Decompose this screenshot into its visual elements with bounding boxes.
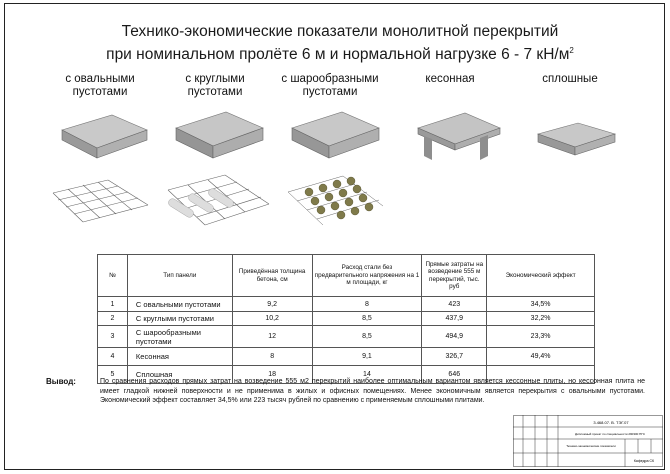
table-row: 3 С шарообразными пустотами 12 8,5 494,9 23,3% (98, 326, 595, 348)
slab-spherical-icon (284, 108, 384, 165)
comparison-table (97, 254, 595, 384)
col-head-coffered: кесонная (425, 73, 475, 85)
header-cost: Прямые затраты на возведение 555 м перекрытий, тыс. руб (422, 255, 487, 297)
stamp-code: 3.468.07. В. ТЭГ.07 (593, 420, 629, 425)
table-row: 5 Сплошная 18 14 646 (98, 366, 595, 384)
col-head-round: с круглыми пустотами (185, 73, 245, 98)
title-superscript: 2 (569, 46, 574, 55)
col-head-spherical: с шарообразными пустотами (281, 73, 379, 98)
slab-coffered-icon (410, 108, 505, 168)
slab-round-icon (168, 108, 268, 165)
col-head-solid: сплошные (542, 73, 598, 85)
table-header-row (98, 255, 595, 297)
header-number: № (98, 255, 128, 297)
title-line-1: Технико-экономические показатели монолитной перекрытий (121, 23, 559, 40)
stamp-sheet-title: Технико-экономические показатели (566, 444, 616, 448)
table-row: 2 С круглыми пустотами 10,2 8,5 437,9 32,2% (98, 312, 595, 326)
stamp-org: Кафедра СК (633, 459, 655, 463)
header-panel-type: Тип панели (127, 255, 232, 297)
grid-round-voids-icon (163, 172, 273, 230)
grid-oval-voids-icon (48, 178, 153, 228)
title-block-stamp (513, 415, 663, 467)
header-thickness: Приведённая толщина бетона, см (232, 255, 312, 297)
conclusion-text: По сравнения расходов прямых затрат на возведение 555 м2 перекрытий наиболее оптимальным вариантом является кессонные плиты, но кессонная плита не имеет гладкой нижней поверхности и не применима в жилых и офисных помещениях. Менее экономичным является перекрытия с овальными пустотами. Экономический эффект составляет 34,5% или 223 тысяч рублей по сравнению с применяемым сплошными плитами. (100, 378, 645, 404)
header-effect: Экономический эффект (487, 255, 595, 297)
table-row: 1 С овальными пустотами 9,2 8 423 34,5% (98, 297, 595, 312)
slab-solid-icon (533, 120, 618, 165)
conclusion-label: Вывод: (46, 377, 76, 386)
table-row: 4 Кесонная 8 9,1 326,7 49,4% (98, 348, 595, 366)
col-head-oval: с овальными пустотами (65, 73, 135, 98)
grid-spherical-voids-icon (283, 172, 388, 230)
title-line-2: при номинальном пролёте 6 м и нормальной нагрузке 6 - 7 $кН/м^2$ (106, 46, 574, 64)
header-steel: Расход стали без предварительного напряжения на 1 м площади, кг (312, 255, 422, 297)
stamp-desc: Дипломный проект по специальности 290300 ПГС (574, 432, 646, 436)
slab-oval-icon (52, 110, 152, 165)
